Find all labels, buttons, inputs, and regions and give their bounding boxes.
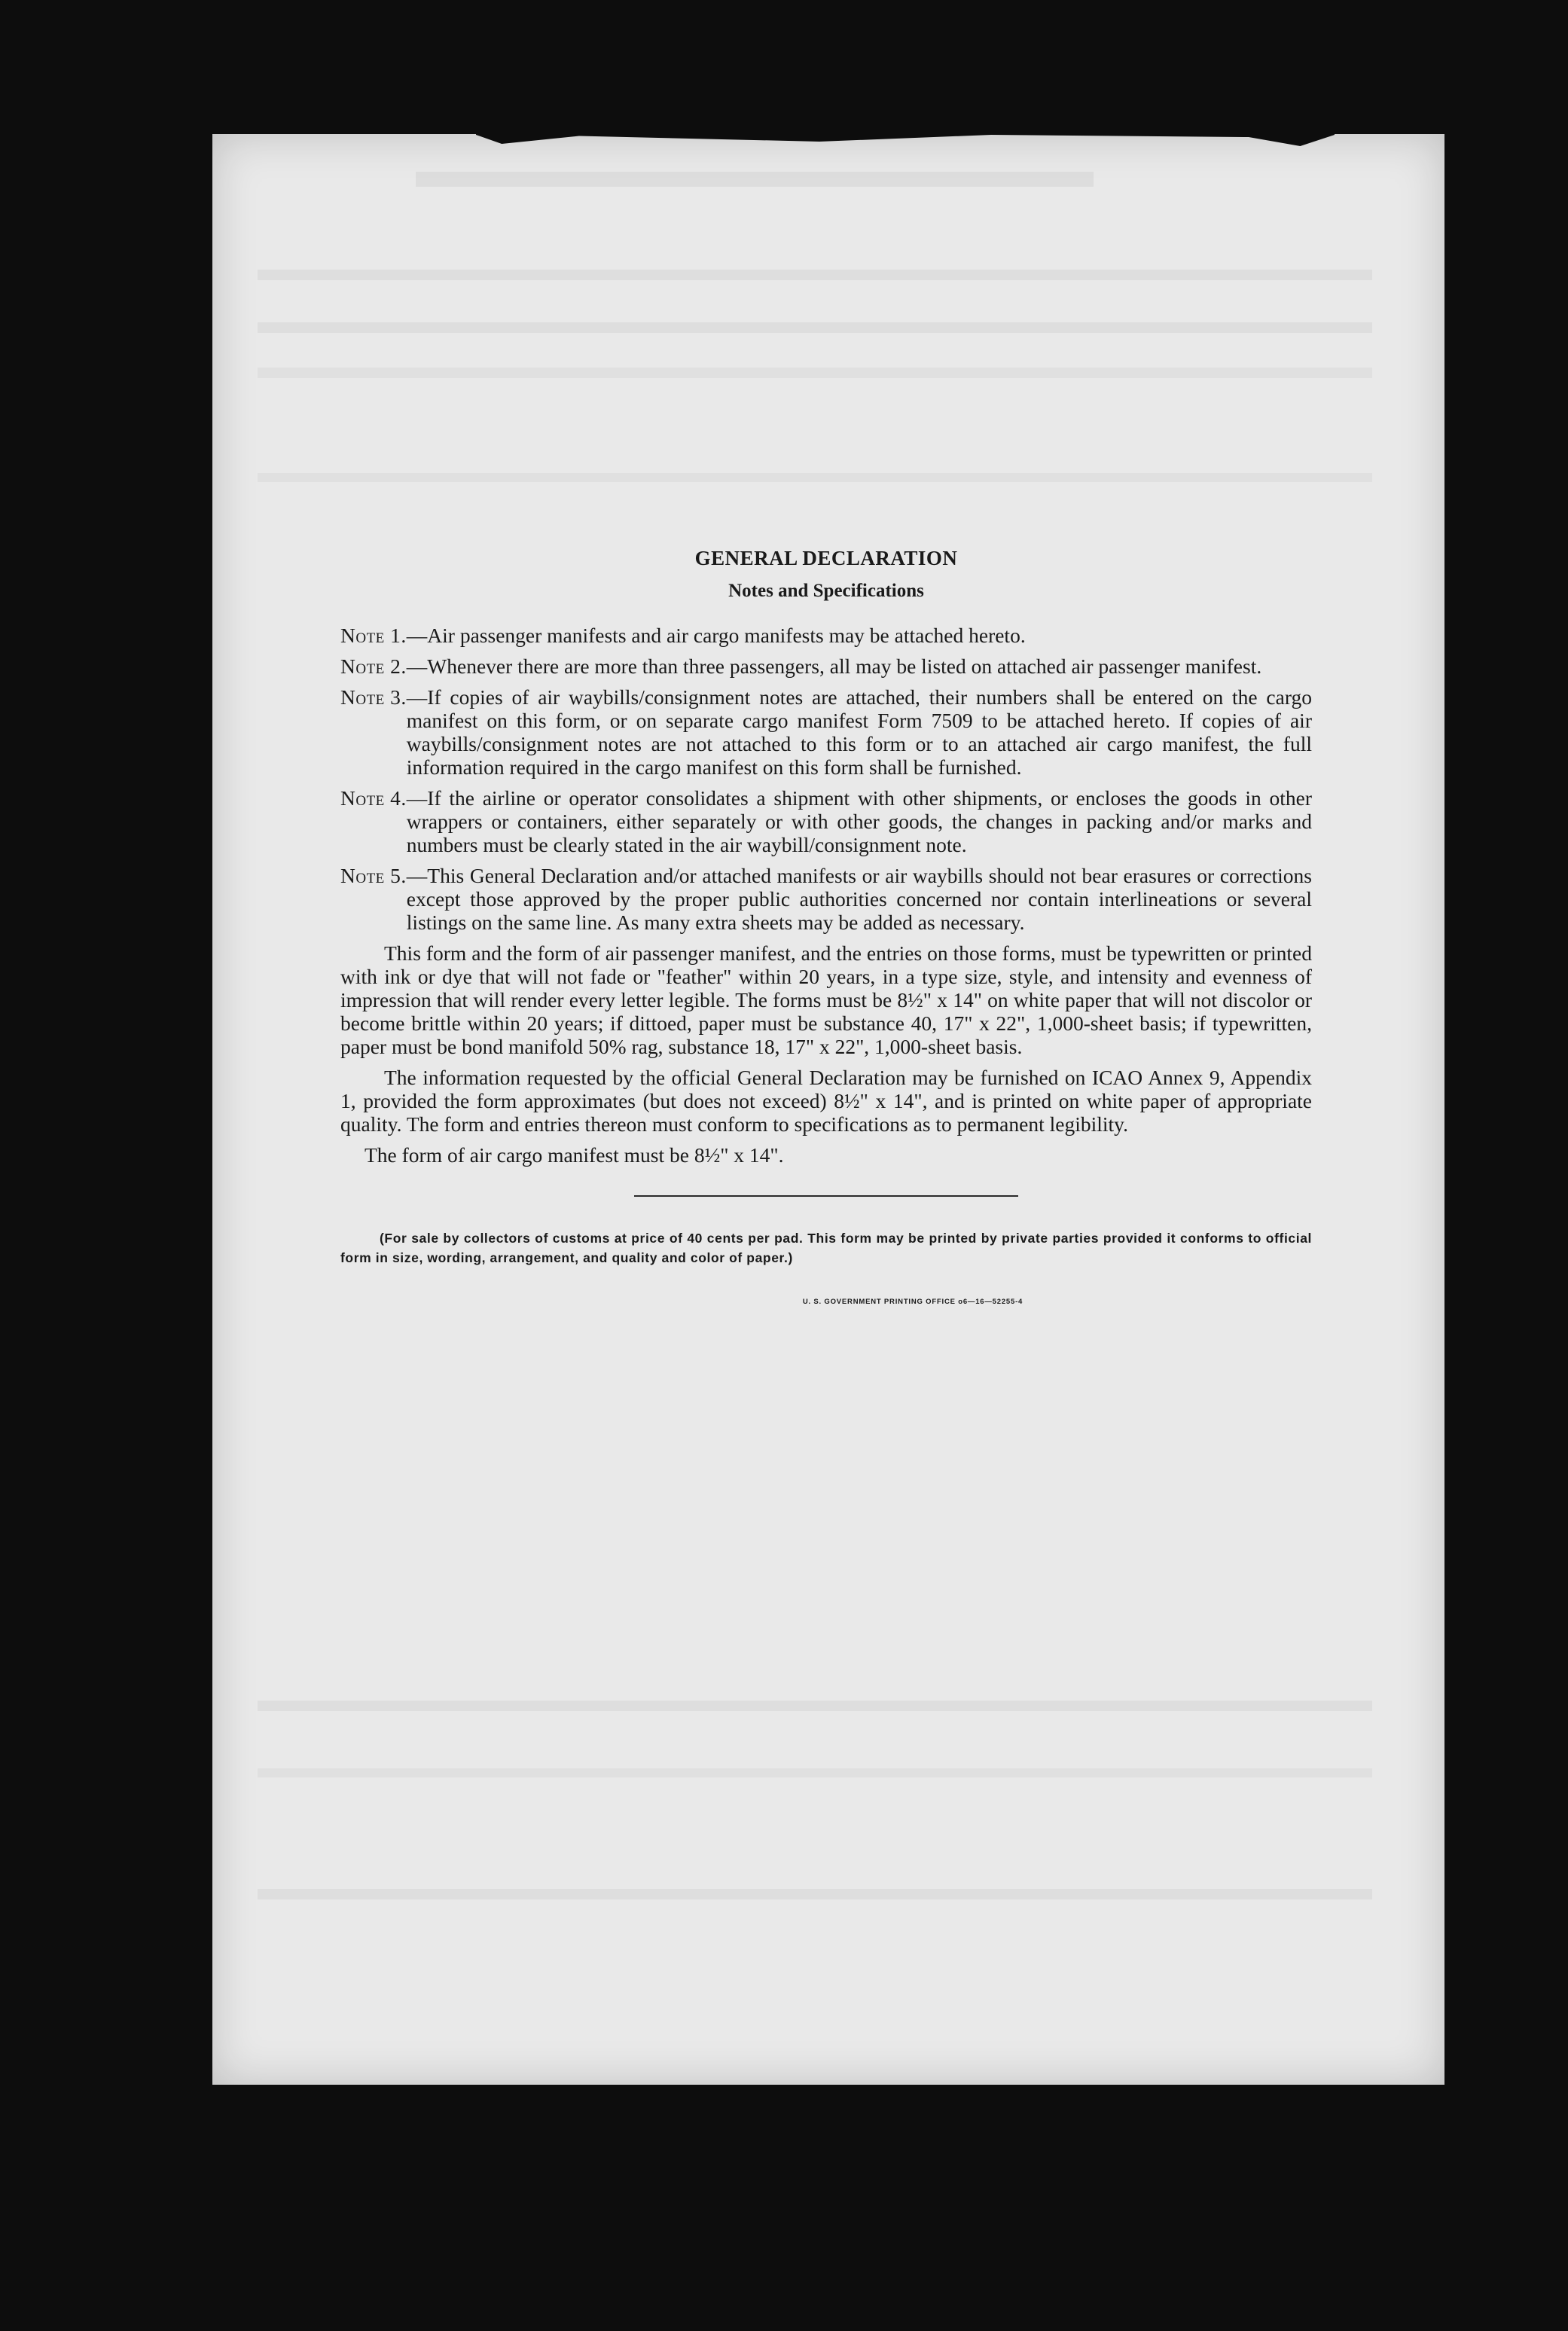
note-2 [340, 654, 1312, 678]
note-text: —If the airline or operator consolidates a shipment with other shipments, or encloses the goods in other wrappers or containers, either separately or with other goods, the changes in packing and/or marks and numbers must be clearly stated in the air waybill/consignment note. [406, 786, 1312, 856]
note-label: Note 4. [340, 786, 407, 810]
note-label: Note 2. [340, 654, 407, 678]
sale-notice: (For sale by collectors of customs at price of 40 cents per pad. This form may be printed by private parties provided it conforms to official form in size, wording, arrangement, and quality and color of paper.) [340, 1231, 1312, 1265]
note-label: Note 1. [340, 624, 407, 647]
bleed-through-mark [258, 473, 1372, 482]
bleed-through-mark [258, 322, 1372, 333]
bleed-through-mark [258, 368, 1372, 378]
document-page [212, 134, 1444, 2085]
note-5 [340, 864, 1312, 934]
note-text: —Whenever there are more than three passengers, all may be listed on attached air passenger manifest. [406, 654, 1262, 678]
note-text: —Air passenger manifests and air cargo manifests may be attached hereto. [406, 624, 1026, 647]
note-3 [340, 685, 1312, 779]
printer-imprint: U. S. GOVERNMENT PRINTING OFFICE o6—16—52255-4 [802, 1298, 1023, 1306]
document-title: GENERAL DECLARATION [694, 547, 958, 569]
note-1 [340, 624, 1312, 647]
cargo-manifest-paragraph: The form of air cargo manifest must be 8½" x 14". [365, 1143, 784, 1167]
bleed-through-mark [258, 270, 1372, 280]
note-label: Note 3. [340, 685, 407, 709]
bleed-through-mark [258, 1889, 1372, 1899]
note-text: —This General Declaration and/or attached manifests or air waybills should not bear erasures or corrections except those approved by the proper public authorities concerned nor contain interlineations or several listings on the same line. As many extra sheets may be added as necessary. [406, 864, 1312, 934]
bleed-through-mark [258, 1701, 1372, 1711]
icao-paragraph: The information requested by the official General Declaration may be furnished on ICAO Annex 9, Appendix 1, provided the form approximates (but does not exceed) 8½" x 14", and is printed on white paper of appropriate quality. The form and entries thereon must conform to specifications as to permanent legibility. [340, 1066, 1312, 1136]
divider-rule [634, 1195, 1018, 1197]
form-specification-paragraph: This form and the form of air passenger manifest, and the entries on those forms, must be typewritten or printed with ink or dye that will not fade or "feather" within 20 years, in a type size, style, and intensity and evenness of impression that will render every letter legible. The forms must be 8½" x 14" on white paper that will not discolor or become brittle within 20 years; if dittoed, paper must be substance 40, 17" x 22", 1,000-sheet basis; if typewritten, paper must be bond manifold 50% rag, substance 18, 17" x 22", 1,000-sheet basis. [340, 941, 1312, 1058]
note-label: Note 5. [340, 864, 407, 887]
bleed-through-mark [258, 1768, 1372, 1777]
note-text: —If copies of air waybills/consignment notes are attached, their numbers shall be entered on the cargo manifest on this form, or on separate cargo manifest Form 7509 to be attached hereto. If copies of air waybills/consignment notes are not attached to this form or to an attached air cargo manifest, the full information required in the cargo manifest on this form shall be furnished. [406, 685, 1312, 779]
document-subtitle: Notes and Specifications [728, 581, 924, 601]
declaration-content [340, 547, 1312, 1313]
torn-edge [476, 128, 1335, 151]
bleed-through-mark [416, 172, 1094, 187]
note-4 [340, 786, 1312, 856]
